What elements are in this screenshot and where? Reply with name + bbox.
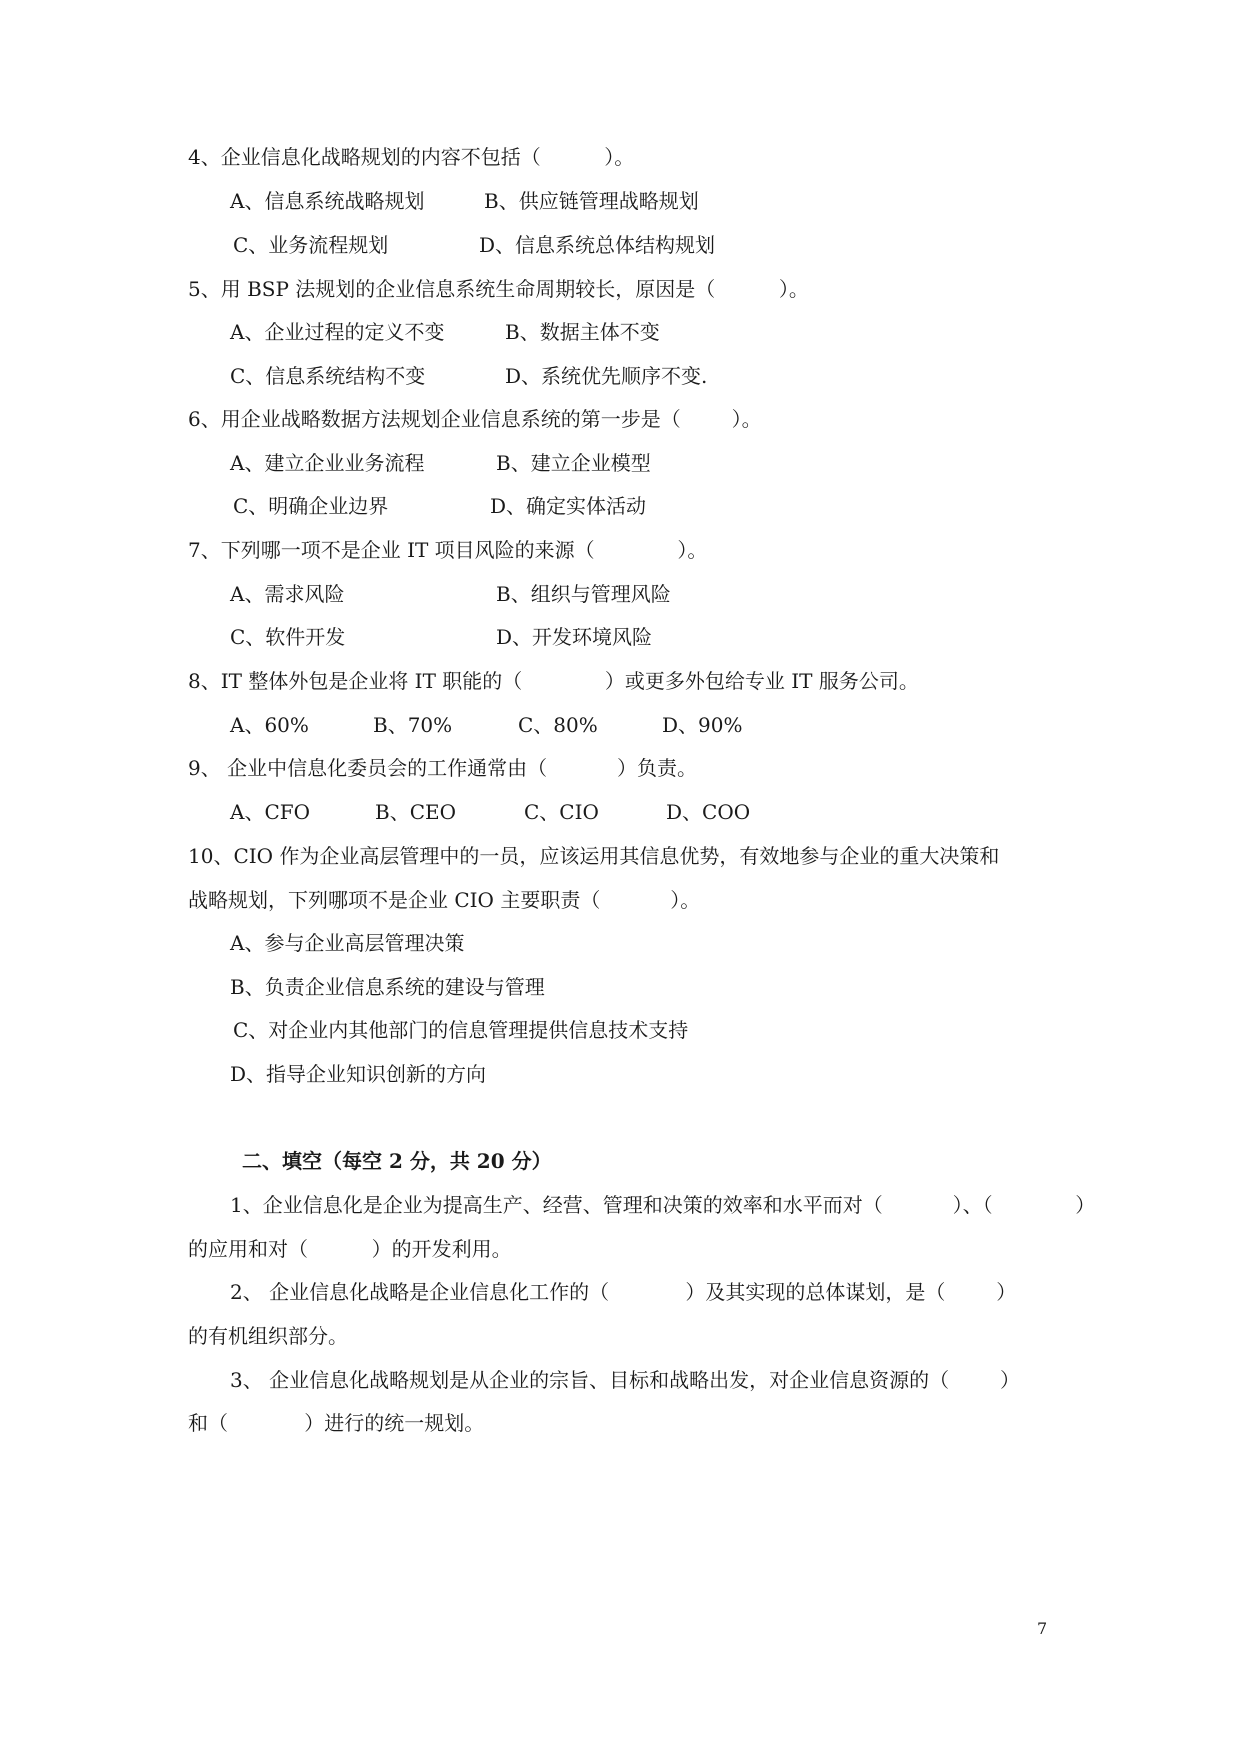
page-number: 7	[1037, 1619, 1048, 1638]
question-10-option-b: B、负责企业信息系统的建设与管理	[230, 975, 545, 999]
question-10-option-d: D、指导企业知识创新的方向	[230, 1062, 487, 1086]
question-6-stem: 6、用企业战略数据方法规划企业信息系统的第一步是（ ）。	[188, 407, 762, 431]
question-9-option-d: D、COO	[666, 800, 751, 824]
fill-item-3-line1: 3、 企业信息化战略规划是从企业的宗旨、目标和战略出发，对企业信息资源的（ ）	[230, 1368, 1020, 1392]
question-5-option-a: A、企业过程的定义不变	[230, 320, 445, 344]
question-4-option-a: A、信息系统战略规划	[230, 189, 425, 213]
question-10-option-a: A、参与企业高层管理决策	[230, 931, 465, 955]
fill-item-2-line1: 2、 企业信息化战略是企业信息化工作的（ ）及其实现的总体谋划，是（ ）	[230, 1280, 1017, 1304]
question-10-option-c: C、对企业内其他部门的信息管理提供信息技术支持	[233, 1018, 689, 1042]
section-2-heading: 二、填空（每空 2 分，共 20 分）	[242, 1149, 552, 1173]
question-10-stem-line2: 战略规划，下列哪项不是企业 CIO 主要职责（ ）。	[188, 888, 701, 912]
question-5-option-b: B、数据主体不变	[505, 320, 660, 344]
question-8-stem: 8、IT 整体外包是企业将 IT 职能的（ ）或更多外包给专业 IT 服务公司。	[188, 669, 919, 693]
fill-item-1-line1: 1、企业信息化是企业为提高生产、经营、管理和决策的效率和水平而对（ ）、（ ）	[230, 1193, 1096, 1217]
question-9-option-c: C、CIO	[524, 800, 599, 824]
question-9-option-b: B、CEO	[375, 800, 456, 824]
question-8-option-a: A、60%	[230, 713, 309, 737]
question-7-option-b: B、组织与管理风险	[496, 582, 671, 606]
question-10-stem-line1: 10、CIO 作为企业高层管理中的一员，应该运用其信息优势，有效地参与企业的重大决策和	[188, 844, 1000, 868]
question-7-stem: 7、下列哪一项不是企业 IT 项目风险的来源（ ）。	[188, 538, 708, 562]
question-4-option-b: B、供应链管理战略规划	[484, 189, 699, 213]
fill-item-2-line2: 的有机组织部分。	[188, 1324, 348, 1348]
question-5-stem: 5、用 BSP 法规划的企业信息系统生命周期较长，原因是（ ）。	[188, 277, 809, 301]
question-4-option-d: D、信息系统总体结构规划	[479, 233, 716, 257]
question-4-option-c: C、业务流程规划	[233, 233, 389, 257]
question-4-stem: 4、企业信息化战略规划的内容不包括（ ）。	[188, 145, 635, 169]
question-9-option-a: A、CFO	[230, 800, 311, 824]
question-6-option-b: B、建立企业模型	[496, 451, 651, 475]
question-5-option-d: D、系统优先顺序不变.	[505, 364, 708, 388]
question-6-option-c: C、明确企业边界	[233, 494, 389, 518]
question-7-option-d: D、开发环境风险	[496, 625, 653, 649]
question-8-option-d: D、90%	[662, 713, 743, 737]
fill-item-3-line2: 和（ ）进行的统一规划。	[188, 1411, 485, 1435]
question-5-option-c: C、信息系统结构不变	[230, 364, 426, 388]
question-6-option-d: D、确定实体活动	[490, 494, 647, 518]
question-9-stem: 9、 企业中信息化委员会的工作通常由（ ）负责。	[188, 756, 698, 780]
question-7-option-a: A、需求风险	[230, 582, 345, 606]
fill-item-1-line2: 的应用和对（ ）的开发利用。	[188, 1237, 512, 1261]
question-8-option-c: C、80%	[518, 713, 598, 737]
question-8-option-b: B、70%	[373, 713, 453, 737]
question-7-option-c: C、软件开发	[230, 625, 346, 649]
question-6-option-a: A、建立企业业务流程	[230, 451, 425, 475]
